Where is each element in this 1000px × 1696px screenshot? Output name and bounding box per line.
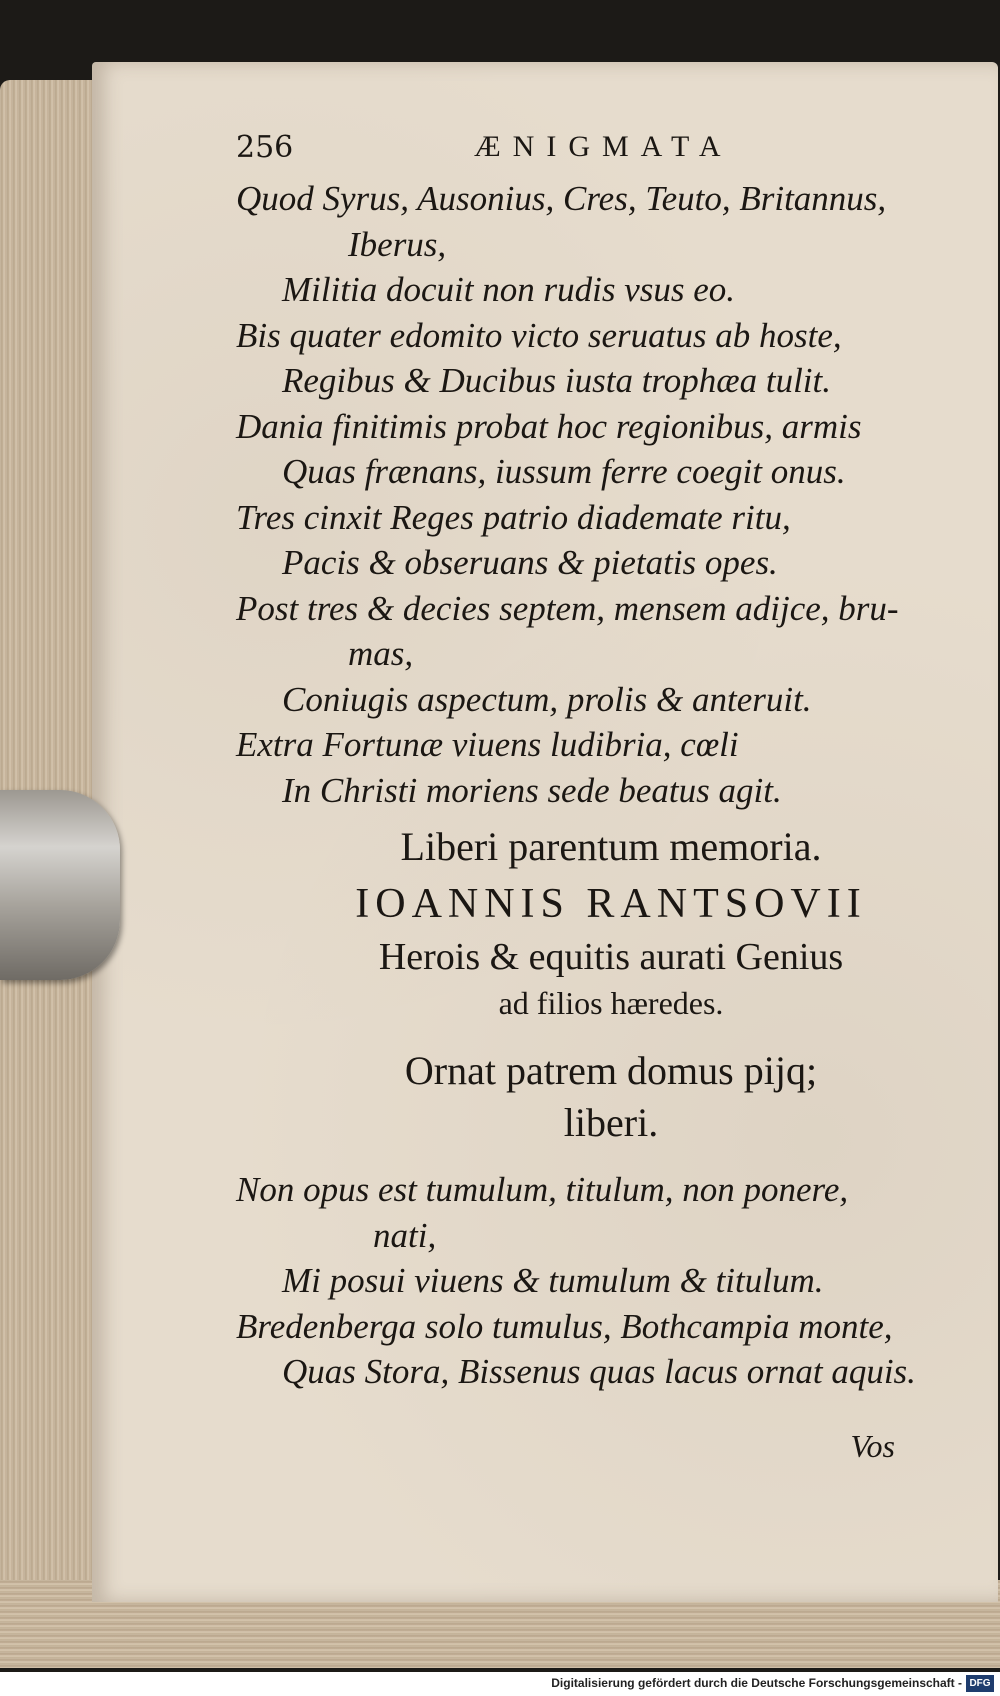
verse-block-1 xyxy=(236,176,986,813)
verse-line: Non opus est tumulum, titulum, non ponere, xyxy=(236,1170,849,1209)
heading-liberi: Liberi parentum memoria. xyxy=(400,824,822,869)
dfg-logo-icon: DFG xyxy=(966,1675,994,1692)
motto-line-2: liberi. xyxy=(563,1100,659,1145)
verse-line: Pacis & obseruans & pietatis opes. xyxy=(282,543,778,582)
verse-line: mas, xyxy=(348,634,414,673)
verse-line: Mi posui viuens & tumulum & titulum. xyxy=(282,1261,824,1300)
heading-herois: Herois & equitis aurati Genius xyxy=(378,936,844,978)
verse-line: Quas frænans, iussum ferre coegit onus. xyxy=(282,452,846,491)
footer-bar xyxy=(0,1672,1000,1696)
page-number: 256 xyxy=(236,130,294,165)
verse-line: Quas Stora, Bissenus quas lacus ornat aquis. xyxy=(282,1352,916,1391)
heading-ioannis: IOANNIS RANTSOVII xyxy=(355,881,867,927)
verse-block-2 xyxy=(236,1167,986,1395)
verse-line: Bis quater edomito victo seruatus ab hoste, xyxy=(236,315,842,355)
verse-line: In Christi moriens sede beatus agit. xyxy=(282,770,782,810)
verse-line: Coniugis aspectum, prolis & anteruit. xyxy=(282,679,812,719)
verse-line: Quod Syrus, Ausonius, Cres, Teuto, Britannus, xyxy=(236,179,887,218)
motto-line-1: Ornat patrem domus pijq; xyxy=(404,1048,818,1093)
verse-line: Militia docuit non rudis vsus eo. xyxy=(282,270,736,309)
funding-credit: Digitalisierung gefördert durch die Deutsche Forschungsgemeinschaft - xyxy=(551,1676,962,1690)
verse-line: Extra Fortunæ viuens ludibria, cœli xyxy=(236,725,739,764)
verse-line: Regibus & Ducibus iusta trophæa tulit. xyxy=(282,361,831,400)
verse-line: Tres cinxit Reges patrio diademate ritu, xyxy=(236,497,791,537)
verse-line: Bredenberga solo tumulus, Bothcampia monte, xyxy=(236,1306,893,1346)
page-content xyxy=(236,130,986,1395)
verse-line: Post tres & decies septem, mensem adijce, bru- xyxy=(236,588,899,628)
verse-line: Iberus, xyxy=(348,224,447,264)
running-title: ÆNIGMATA xyxy=(474,130,733,163)
page-clip xyxy=(0,790,120,980)
heading-ad-filios: ad filios hæredes. xyxy=(498,985,724,1021)
catchword: Vos xyxy=(850,1428,895,1464)
running-head xyxy=(236,130,986,176)
verse-line: nati, xyxy=(373,1215,437,1255)
verse-line: Dania finitimis probat hoc regionibus, armis xyxy=(236,406,862,446)
spacer xyxy=(236,1149,986,1167)
